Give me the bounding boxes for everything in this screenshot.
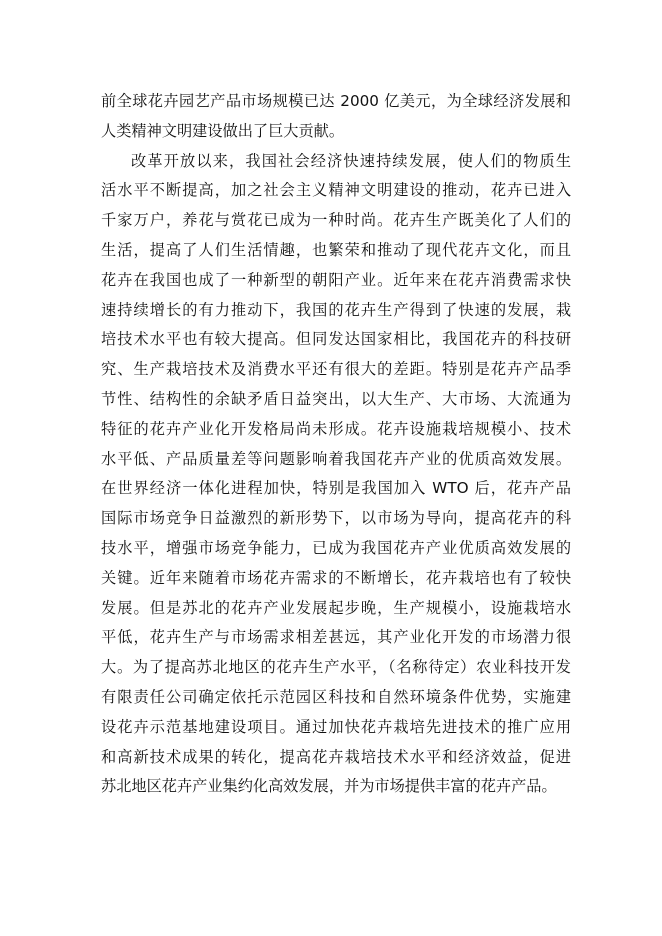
text-line: 发展。但是苏北的花卉产业发展起步晚，生产规模小，设施栽培水: [101, 598, 571, 617]
text-line: 在世界经济一体化进程加快，特别是我国加入 WTO 后，花卉产品: [101, 479, 571, 498]
text-line: 苏北地区花卉产业集约化高效发展，并为市场提供丰富的花卉产品。: [101, 777, 557, 796]
text-line: 节性、结构性的余缺矛盾日益突出，以大生产、大市场、大流通为: [101, 389, 571, 408]
text-line: 技水平，增强市场竞争能力，已成为我国花卉产业优质高效发展的: [101, 538, 571, 557]
paragraph-2: [101, 147, 571, 803]
text-line: 特征的花卉产业化开发格局尚未形成。花卉设施栽培规模小、技术: [101, 419, 571, 438]
paragraph-1: [101, 87, 571, 147]
text-line: 平低，花卉生产与市场需求相差甚远，其产业化开发的市场潜力很: [101, 628, 571, 647]
text-line: 人类精神文明建设做出了巨大贡献。: [101, 121, 344, 140]
text-line: 速持续增长的有力推动下，我国的花卉生产得到了快速的发展，栽: [101, 300, 571, 319]
text-line: 和高新技术成果的转化，提高花卉栽培技术水平和经济效益，促进: [101, 747, 571, 766]
text-line: 培技术水平也有较大提高。但同发达国家相比，我国花卉的科技研: [101, 330, 571, 349]
text-line: 花卉在我国也成了一种新型的朝阳产业。近年来在花卉消费需求快: [101, 270, 571, 289]
text-line: 大。为了提高苏北地区的花卉生产水平，（名称待定）农业科技开发: [101, 658, 571, 677]
text-line: 前全球花卉园艺产品市场规模已达 2000 亿美元，为全球经济发展和: [101, 92, 571, 110]
text-line: 千家万户，养花与赏花已成为一种时尚。花卉生产既美化了人们的: [101, 211, 571, 230]
text-line: 水平低、产品质量差等问题影响着我国花卉产业的优质高效发展。: [101, 449, 571, 468]
text-line: 改革开放以来，我国社会经济快速持续发展，使人们的物质生: [131, 151, 571, 170]
body-text: [101, 87, 571, 802]
text-line: 究、生产栽培技术及消费水平还有很大的差距。特别是花卉产品季: [101, 360, 571, 379]
text-line: 活水平不断提高，加之社会主义精神文明建设的推动，花卉已进入: [101, 181, 571, 200]
text-line: 生活，提高了人们生活情趣，也繁荣和推动了现代花卉文化，而且: [101, 240, 571, 259]
text-line: 关键。近年来随着市场花卉需求的不断增长，花卉栽培也有了较快: [101, 568, 571, 587]
text-line: 有限责任公司确定依托示范园区科技和自然环境条件优势，实施建: [101, 687, 571, 706]
text-line: 设花卉示范基地建设项目。通过加快花卉栽培先进技术的推广应用: [101, 717, 571, 736]
text-line: 国际市场竞争日益激烈的新形势下，以市场为导向，提高花卉的科: [101, 509, 571, 528]
